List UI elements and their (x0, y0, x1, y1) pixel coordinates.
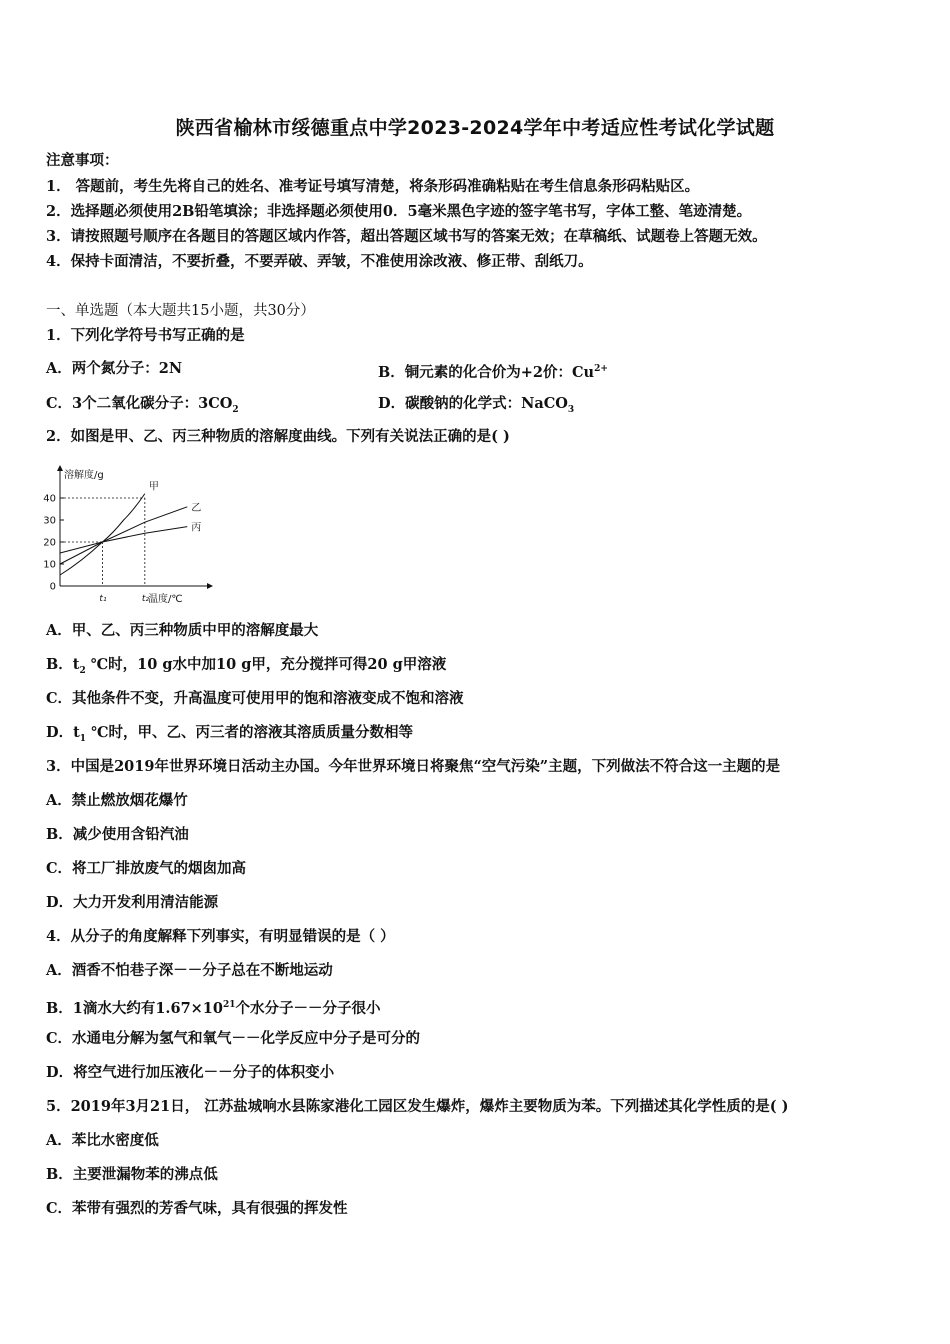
q2-option-c: C．其他条件不变，升高温度可使用甲的饱和溶液变成不饱和溶液 (46, 690, 464, 707)
page-title: 陕西省榆林市绥德重点中学2023-2024学年中考适应性考试化学试题 (175, 117, 775, 139)
q4-option-a: A．酒香不怕巷子深－－分子总在不断地运动 (46, 962, 333, 979)
q2-option-b-post: ℃时，10 g水中加10 g甲，充分搅拌可得20 g甲溶液 (85, 656, 447, 673)
q2-option-a: A．甲、乙、丙三种物质中甲的溶解度最大 (46, 622, 319, 639)
solubility-chart (40, 460, 215, 610)
q1-option-b-sup: 2+ (594, 364, 608, 374)
notice-item: 3．请按照题号顺序在各题目的答题区域内作答，超出答题区域书写的答案无效；在草稿纸、试题卷上答题无效。 (46, 228, 767, 245)
q4-option-b-post: 个水分子－－分子很小 (235, 999, 381, 1017)
q4-option-b-pre: B．1滴水大约有1.67×10 (46, 999, 223, 1017)
q2-option-d-post: ℃时，甲、乙、丙三者的溶液其溶质质量分数相等 (86, 724, 413, 741)
q2-option-b (46, 655, 446, 681)
q4-option-b (46, 995, 381, 1019)
q3-option-a: A．禁止燃放烟花爆竹 (46, 792, 188, 809)
y-tick-label: 20 (43, 537, 56, 549)
section-heading: 一、单选题（本大题共15小题，共30分） (46, 303, 315, 319)
q1-option-d-sub: 3 (567, 404, 575, 415)
q5-stem: 5．2019年3月21日， 江苏盐城响水县陈家港化工园区发生爆炸，爆炸主要物质为苯。下列描述其化学性质的是( ) (46, 1098, 789, 1115)
q2-option-d-pre: D．t (46, 724, 80, 741)
q1-option-d-text: D．碳酸钠的化学式：NaCO (378, 395, 568, 412)
q1-option-a: A．两个氮分子：2N (46, 360, 183, 377)
q3-stem: 3．中国是2019年世界环境日活动主办国。今年世界环境日将聚焦“空气污染”主题，下列做法不符合这一主题的是 (46, 758, 781, 775)
series-label: 甲 (148, 481, 159, 493)
q4-option-c: C．水通电分解为氢气和氧气－－化学反应中分子是可分的 (46, 1030, 421, 1047)
q4-option-d: D．将空气进行加压液化－－分子的体积变小 (46, 1064, 335, 1081)
q4-option-b-sup: 21 (223, 1000, 236, 1010)
q1-option-b (378, 359, 608, 383)
q3-option-c: C．将工厂排放废气的烟囱加高 (46, 860, 247, 877)
notice-item: 2．选择题必须使用2B铅笔填涂；非选择题必须使用0．5毫米黑色字迹的签字笔书写，字体工整、笔迹清楚。 (46, 203, 752, 220)
q5-option-b: B．主要泄漏物苯的沸点低 (46, 1166, 218, 1183)
q5-option-a: A．苯比水密度低 (46, 1132, 159, 1149)
q1-option-b-text: B．铜元素的化合价为+2价：Cu (378, 363, 595, 381)
y-tick-label: 0 (49, 581, 56, 593)
q3-option-b: B．减少使用含铅汽油 (46, 826, 189, 843)
series-line-乙 (60, 507, 187, 564)
q3-option-d: D．大力开发利用清洁能源 (46, 894, 219, 911)
q1-option-d (378, 394, 574, 420)
x-tick-label: t₂ (141, 594, 149, 604)
q2-stem: 2．如图是甲、乙、丙三种物质的溶解度曲线。下列有关说法正确的是( ) (46, 428, 510, 445)
q2-option-b-sub: 2 (79, 665, 86, 676)
y-ticks (43, 494, 64, 593)
x-ticks (60, 498, 149, 604)
y-tick-label: 10 (43, 559, 56, 571)
y-tick-label: 40 (43, 493, 56, 505)
x-tick-label: t₁ (99, 594, 107, 604)
notice-item: 1． 答题前，考生先将自己的姓名、准考证号填写清楚，将条形码准确粘贴在考生信息条形码粘贴区。 (46, 178, 700, 195)
series-line-丙 (60, 527, 187, 553)
q5-option-c: C．苯带有强烈的芳香气味，具有很强的挥发性 (46, 1200, 348, 1217)
series-lines (60, 481, 201, 575)
notice-item: 4．保持卡面清洁，不要折叠，不要弄破、弄皱，不准使用涂改液、修正带、刮纸刀。 (46, 253, 593, 270)
q1-option-c-text: C．3个二氧化碳分子：3CO (46, 395, 233, 412)
q2-option-d (46, 723, 413, 749)
q4-stem: 4．从分子的角度解释下列事实，有明显错误的是（ ） (46, 928, 395, 945)
q1-stem: 1．下列化学符号书写正确的是 (46, 327, 245, 344)
notice-heading: 注意事项： (46, 152, 119, 169)
q2-option-b-pre: B．t (46, 656, 80, 673)
y-tick-label: 30 (43, 515, 56, 527)
q1-option-c-sub: 2 (232, 404, 239, 415)
q1-option-c (46, 394, 239, 420)
series-label: 乙 (191, 502, 202, 514)
y-axis-label: 溶解度/g (64, 470, 104, 481)
series-label: 丙 (191, 522, 202, 534)
q2-option-d-sub: 1 (79, 733, 87, 744)
x-axis-label: 温度/℃ (148, 594, 183, 605)
